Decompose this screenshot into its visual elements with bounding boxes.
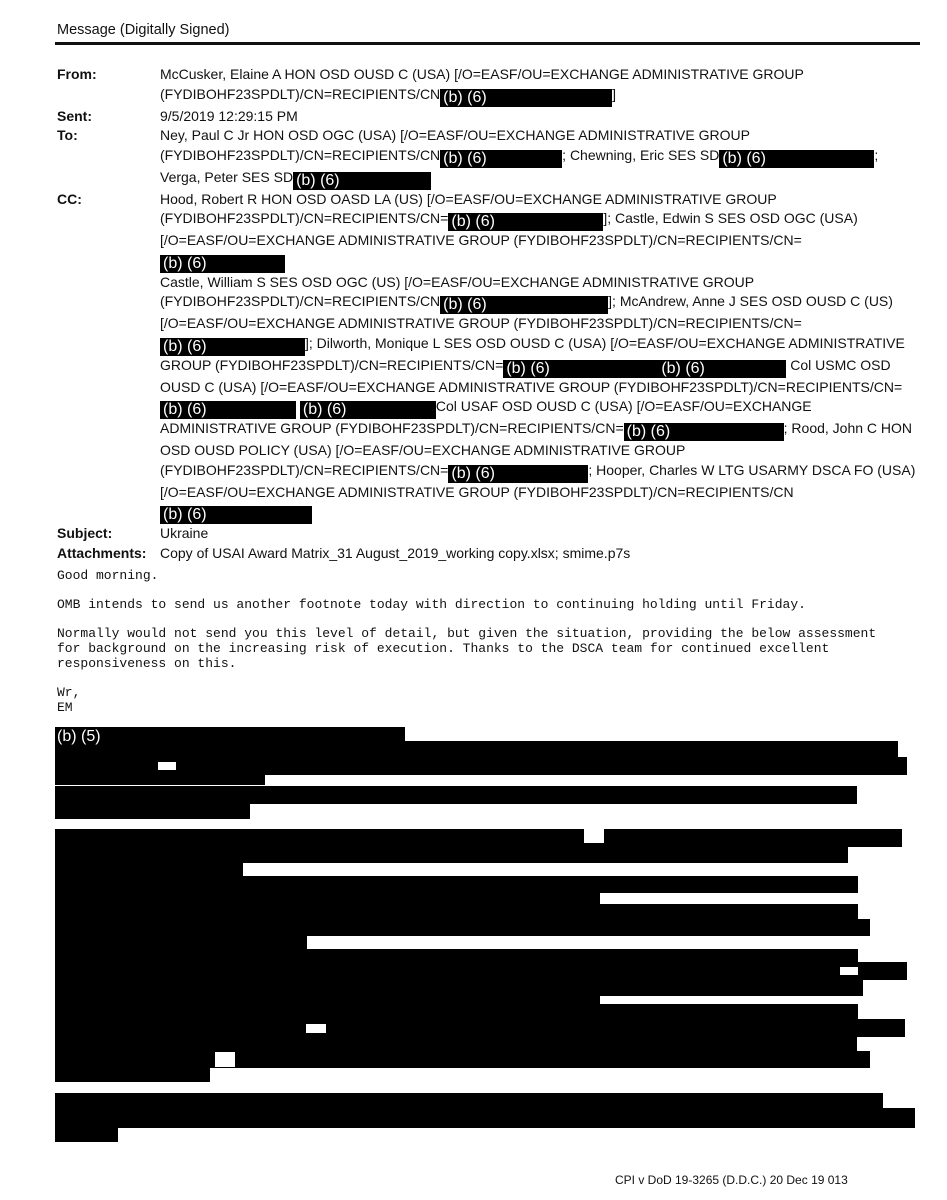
redaction-block: [55, 919, 870, 936]
from-label: From:: [57, 66, 97, 82]
from-value: [160, 65, 917, 107]
cc-address-1: Hood, Robert R HON OSD OASD LA (US) [/O=EASF/OU=EXCHANGE ADMINISTRATIVE GROUP (FYDIBOHF23SPDLT)/CN=RECIPIENTS/CN=: [160, 190, 781, 226]
redaction-block: [55, 1019, 905, 1037]
redaction-block: [55, 935, 307, 949]
from-address-end: ]: [612, 85, 617, 102]
body-paragraph-1: OMB intends to send us another footnote today with direction to continuing holding until Friday.: [57, 597, 806, 612]
to-address-1: Ney, Paul C Jr HON OSD OGC (USA) [/O=EASF/OU=EXCHANGE ADMINISTRATIVE GROUP (FYDIBOHF23SPDLT)/CN=RECIPIENTS/CN: [160, 127, 754, 163]
subject-value: Ukraine: [160, 525, 209, 541]
redaction-block: [55, 862, 243, 876]
attachments-value[interactable]: Copy of USAI Award Matrix_31 August_2019_working copy.xlsx; smime.p7s: [160, 544, 631, 561]
cc-label: CC:: [57, 190, 82, 207]
cc-row: [57, 190, 920, 525]
redaction-block: [55, 904, 858, 920]
redaction-b6: (b) (6): [160, 506, 312, 524]
cc-address-8: ; Rood, John C HON OSD OUSD POLICY (USA) [/O=EASF/OU=EXCHANGE ADMINISTRATIVE GROUP (FYDIBOHF23SPDLT)/CN=RECIPIENTS/CN=: [160, 420, 916, 478]
redaction-b6: (b) (6): [440, 150, 562, 168]
redaction-block: [55, 773, 265, 785]
attachments-label: Attachments:: [57, 544, 147, 561]
redaction-b5-label: (b) (5): [57, 728, 101, 745]
redaction-block: [55, 1108, 915, 1128]
redaction-block: [55, 847, 848, 863]
signoff: Wr, EM: [57, 685, 81, 715]
redaction-b6: (b) (6): [160, 401, 296, 419]
redaction-b6: (b) (6): [293, 172, 431, 190]
redaction-b6: (b) (6): [503, 360, 658, 378]
message-body: [57, 568, 927, 729]
cc-address-5: ]; Dilworth, Monique L SES OSD OUSD C (USA) [/O=EASF/OU=EXCHANGE ADMINISTRATIVE GROUP (FYDIBOHF23SPDLT)/CN=RECIPIENTS/CN=: [160, 334, 909, 373]
cc-address-6: Col USMC OSD OUSD C (USA) [/O=EASF/OU=EXCHANGE ADMINISTRATIVE GROUP (FYDIBOHF23SPDLT)/CN=RECIPIENTS/CN=: [160, 356, 903, 395]
redaction-b6: (b) (6): [440, 296, 608, 314]
redaction-block: [55, 1066, 210, 1082]
redaction-b6: (b) (6): [658, 360, 786, 378]
redaction-b6: (b) (6): [719, 150, 874, 168]
sent-row: [57, 107, 917, 127]
attachments-row: [57, 544, 917, 564]
greeting: Good morning.: [57, 568, 159, 583]
window-title: Message (Digitally Signed): [57, 22, 230, 38]
message-header: [57, 65, 920, 563]
redaction-b6: (b) (6): [300, 401, 436, 419]
redaction-b6: (b) (6): [624, 423, 784, 441]
redaction-block: [55, 1126, 118, 1142]
sent-label: Sent:: [57, 107, 92, 124]
body-paragraph-2: Normally would not send you this level of detail, but given the situation, providing the below assessment for background on the increasing risk of execution. Thanks to the DSCA team for continued excellent responsiveness on this.: [57, 626, 877, 671]
redaction-gap: [840, 967, 858, 975]
cc-address-9: ; Hooper, Charles W LTG USARMY DSCA FO (USA) [/O=EASF/OU=EXCHANGE ADMINISTRATIVE GROUP (FYDIBOHF23SPDLT)/CN=RECIPIENTS/CN: [160, 461, 920, 500]
redaction-block: [55, 891, 600, 905]
redaction-block: [55, 979, 863, 996]
cc-value: [160, 190, 920, 525]
redaction-block: [55, 829, 902, 847]
redaction-b6: (b) (6): [160, 255, 285, 273]
sent-value: 9/5/2019 12:29:15 PM: [160, 107, 298, 124]
to-address-3: ; Verga, Peter SES SD: [160, 146, 883, 185]
redaction-block: [55, 802, 250, 819]
redaction-b6: (b) (6): [448, 213, 603, 231]
redaction-b6: (b) (6): [448, 465, 588, 483]
to-address-2: ; Chewning, Eric SES SD: [562, 146, 720, 163]
to-label: To:: [57, 127, 78, 143]
redaction-gap: [306, 1024, 326, 1033]
redaction-block: [55, 962, 907, 980]
redaction-b6: (b) (6): [440, 89, 612, 107]
subject-label: Subject:: [57, 525, 113, 541]
redaction-b6: (b) (6): [160, 338, 305, 356]
from-address: McCusker, Elaine A HON OSD OUSD C (USA) [/O=EASF/OU=EXCHANGE ADMINISTRATIVE GROUP (FYDIBOHF23SPDLT)/CN=RECIPIENTS/CN: [160, 66, 808, 102]
redaction-gap: [158, 762, 176, 770]
cc-address-4: ]; McAndrew, Anne J SES OSD OUSD C (US) [/O=EASF/OU=EXCHANGE ADMINISTRATIVE GROUP (FYDIBOHF23SPDLT)/CN=RECIPIENTS/CN=: [160, 293, 897, 331]
cc-address-3: Castle, William S SES OSD OGC (US) [/O=EASF/OU=EXCHANGE ADMINISTRATIVE GROUP (FYDIBOHF23SPDLT)/CN=RECIPIENTS/CN: [160, 273, 758, 309]
cc-address-2: ]; Castle, Edwin S SES OSD OGC (USA) [/O=EASF/OU=EXCHANGE ADMINISTRATIVE GROUP (FYDIBOHF23SPDLT)/CN=RECIPIENTS/CN=: [160, 210, 862, 248]
title-divider: [55, 42, 920, 45]
from-row: [57, 65, 917, 107]
bates-number: CPI v DoD 19-3265 (D.D.C.) 20 Dec 19 013: [615, 1173, 848, 1187]
cc-address-7: Col USAF OSD OUSD C (USA) [/O=EASF/OU=EXCHANGE ADMINISTRATIVE GROUP (FYDIBOHF23SPDLT)/CN=RECIPIENTS/CN=: [160, 398, 815, 436]
subject-row: [57, 524, 917, 544]
to-row: [57, 126, 917, 190]
to-value: [160, 126, 917, 190]
redaction-gap: [215, 1052, 235, 1067]
redaction-gap: [584, 829, 604, 843]
